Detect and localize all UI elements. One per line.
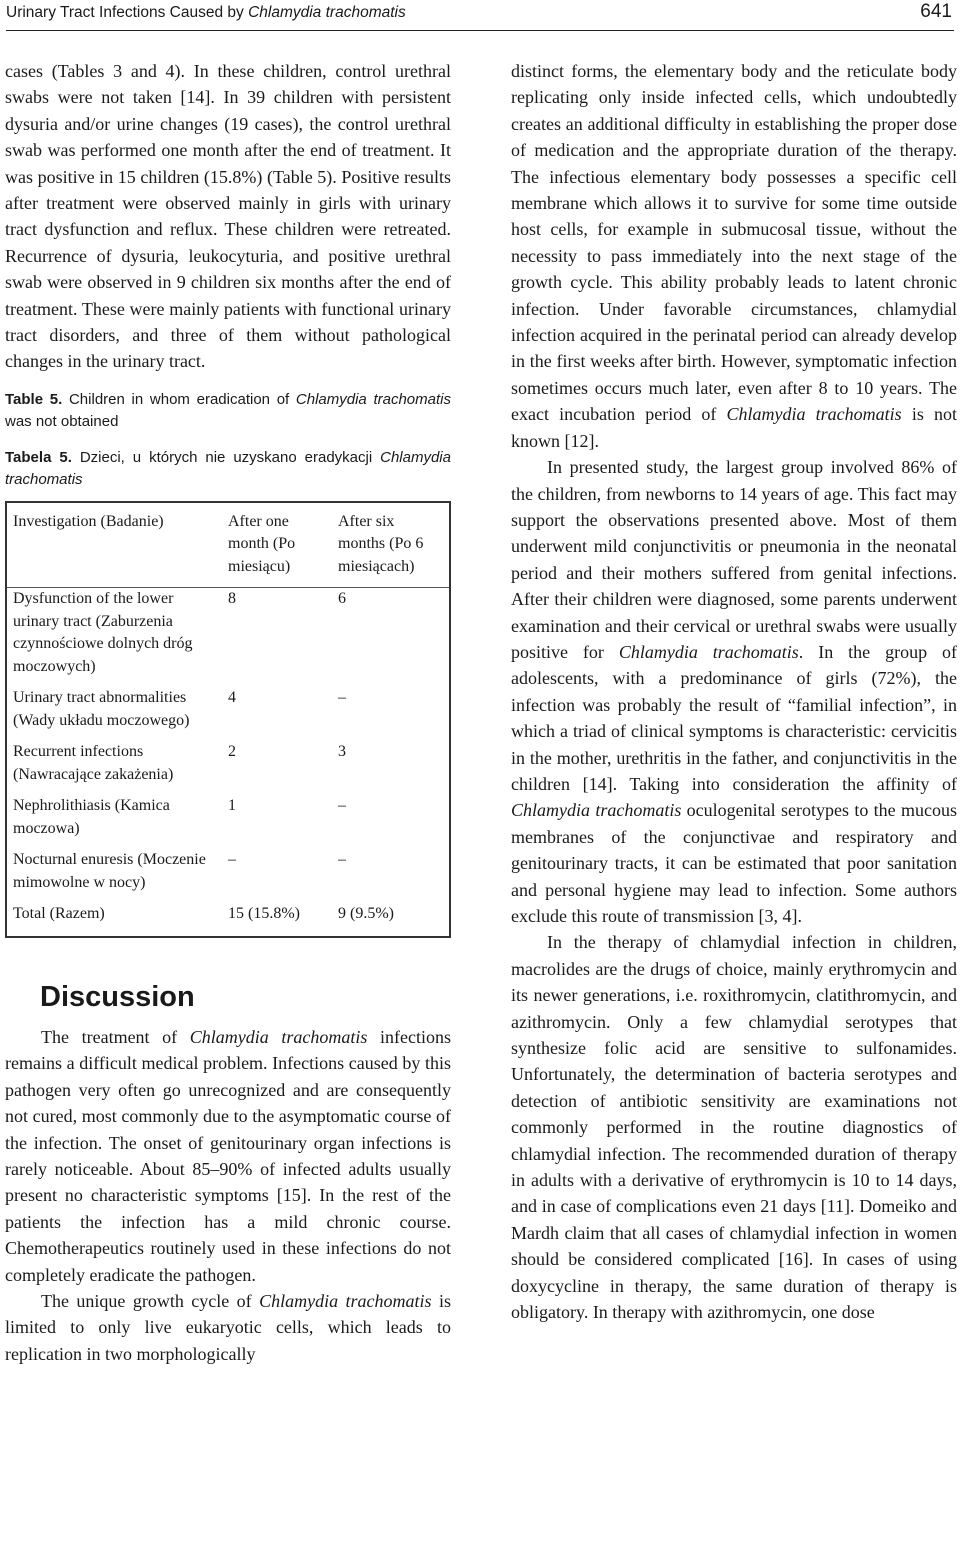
table-caption-en: Table 5. Children in whom eradication of Chlamydia trachomatis was not obtained — [5, 390, 451, 430]
table-row — [6, 588, 450, 688]
right-column — [511, 58, 957, 1326]
paragraph-right-1: distinct forms, the elementary body and the reticulate body replicating only inside infected cells, which undoubtedly creates an additional difficulty in establishing the proper dose of medication and the appropriate duration of the therapy. The infectious elementary body possesses a specific cell membrane which allows it to survive for some time outside host cells, for example in submucosal tissue, without the necessity to pass immediately into the next stage of the growth cycle. This ability probably leads to latent chronic infection. Under favorable circumstances, chlamydial infection acquired in the perinatal period can already develop in the first weeks after birth. However, symptomatic infection sometimes occurs much later, even after 8 to 10 years. The exact incubation period of Chlamydia trachomatis is not known [12]. — [511, 61, 957, 451]
paragraph-right-3: In the therapy of chlamydial infection in children, macrolides are the drugs of choice, mainly erythromycin and its newer generations, i.e. roxithromycin, clatithromycin, and azithromycin. Only a few chlamydial serotypes that synthesize folic acid are sensitive to sulfonamides. Unfortunately, the determination of bacteria serotypes and detection of antibiotic sensitivity are examinations not commonly performed in the routine diagnostics of chlamydial infection. The recommended duration of therapy in adults with a derivative of erythromycin is 10 to 14 days, and in case of complications even 21 days [11]. Domeiko and Mardh claim that all cases of chlamydial infection in women should be considered complicated [16]. In cases of using doxycycline in therapy, the same duration of therapy is obligatory. In therapy with azithromycin, one dose — [511, 932, 957, 1323]
table-cell: – — [338, 689, 346, 707]
table-row — [6, 903, 450, 937]
table-caption-pl: Tabela 5. Dzieci, u których nie uzyskano eradykacji Chlamydia trachomatis — [5, 448, 451, 488]
table-row — [6, 795, 450, 849]
table-cell: Nephrolithiasis (Kamica moczowa) — [13, 797, 170, 837]
paragraph-discussion-2: The unique growth cycle of Chlamydia trachomatis is limited to only live eukaryotic cells, which leads to replication in two morphologically — [5, 1290, 451, 1364]
table-cell: Nocturnal enuresis (Moczenie mimowolne w nocy) — [13, 851, 206, 891]
running-title: Urinary Tract Infections Caused by Chlamydia trachomatis — [6, 4, 406, 21]
discussion-heading: Discussion — [40, 980, 195, 1013]
table-header-cell: After one month (Po miesiącu) — [222, 502, 332, 588]
running-header — [6, 0, 954, 31]
table-cell: 1 — [228, 797, 236, 815]
table-header-cell: Investigation (Badanie) — [6, 502, 222, 588]
table-cell: 6 — [338, 590, 346, 608]
table-cell: – — [228, 851, 236, 869]
table-row — [6, 687, 450, 741]
table-5 — [5, 501, 451, 938]
table-header-row — [6, 502, 450, 588]
paragraph-right-2: In presented study, the largest group involved 86% of the children, from newborns to 14 years of age. This fact may support the observations presented above. Most of them underwent mild conjunctivitis or pneumonia in the neonatal period and their mothers suffered from genital infections. After their children were diagnosed, some parents underwent examination and their cervical or urethral swabs were usually positive for Chlamydia trachomatis. In the group of adolescents, with a predominance of girls (72%), the infection was probably the result of “familial infection”, in which a triad of clinical symptoms is characteristic: cervicitis in the mother, urethritis in the father, and conjunctivitis in the children [14]. Taking into consideration the affinity of Chlamydia trachomatis oculogenital serotypes to the mucous membranes of the conjunctivae and respiratory and genitourinary tracts, it can be estimated that poor sanitation and personal hygiene may lead to infection. Some authors exclude this route of transmission [3, 4]. — [511, 457, 957, 926]
table-cell: 8 — [228, 590, 236, 608]
table-cell: 3 — [338, 743, 346, 761]
table-cell: Total (Razem) — [13, 905, 105, 923]
table-cell: – — [338, 851, 346, 869]
table-header-cell: After six months (Po 6 miesiącach) — [332, 502, 450, 588]
left-column — [5, 58, 451, 1367]
table-cell: 15 (15.8%) — [228, 905, 300, 923]
table-cell: Recurrent infections (Nawracające zakażenia) — [13, 743, 174, 783]
table-cell: 9 (9.5%) — [338, 905, 394, 923]
paragraph-discussion-1: The treatment of Chlamydia trachomatis infections remains a difficult medical problem. Infections caused by this pathogen very often go unrecognized and are consequently not cured, most commonly due to the asymptomatic course of the infection. The onset of genitourinary organ infections is rarely noticeable. About 85–90% of infected adults usually present no characteristic symptoms [15]. In the rest of the patients the infection has a mild chronic course. Chemotherapeutics routinely used in these infections do not completely eradicate the pathogen. — [5, 1026, 452, 1285]
table-cell: 2 — [228, 743, 236, 761]
table-cell: 4 — [228, 689, 236, 707]
table-cell: – — [338, 797, 346, 815]
table-cell: Urinary tract abnormalities (Wady układu moczowego) — [13, 689, 190, 729]
page-number: 641 — [920, 1, 952, 22]
table-row — [6, 741, 450, 795]
table-cell: Dysfunction of the lower urinary tract (Zaburzenia czynnościowe dolnych dróg moczowych) — [13, 590, 193, 675]
paragraph-results: cases (Tables 3 and 4). In these children, control urethral swabs were not taken [14]. In 39 children with persistent dysuria and/or urine changes (19 cases), the control urethral swab was performed one month after the end of treatment. It was positive in 15 children (15.8%) (Table 5). Positive results after treatment were observed mainly in girls with urinary tract dysfunction and reflux. These children were retreated. Recurrence of dysuria, leukocyturia, and positive urethral swab were observed in 9 children six months after the end of treatment. These were mainly patients with functional urinary tract disorders, and three of them without pathological changes in the urinary tract. — [5, 61, 451, 372]
table-row — [6, 849, 450, 903]
